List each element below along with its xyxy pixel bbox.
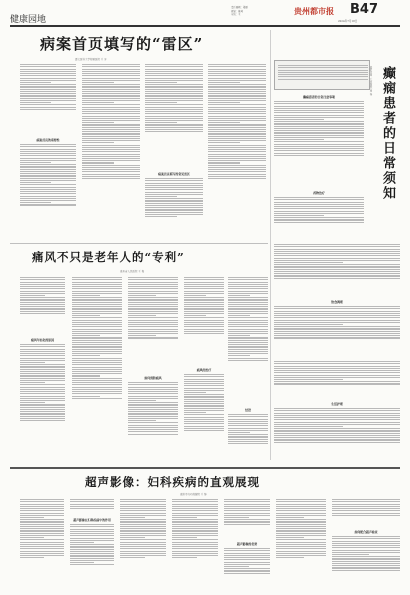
vertical-title: [378, 66, 400, 226]
article-byline: 贵阳市第二人民医院 周 杨: [369, 66, 372, 96]
body-text: [274, 305, 400, 357]
body-text: [145, 63, 203, 171]
body-text: [184, 276, 224, 366]
body-text: [276, 498, 326, 590]
subheading: 生活护理: [331, 402, 343, 406]
body-text: [274, 407, 400, 463]
subheading: 病案首页的重要性: [36, 138, 60, 142]
subheading: 结语: [245, 408, 251, 412]
body-text: [274, 243, 400, 298]
body-text: [128, 381, 178, 463]
header-info: [231, 6, 291, 17]
subheading: 药物治疗: [313, 191, 325, 195]
body-text: [70, 523, 114, 590]
body-text: [82, 63, 140, 241]
body-text: [20, 276, 65, 336]
subheading: 超声影像的优势: [236, 542, 258, 546]
body-text: [20, 63, 76, 135]
body-text: [274, 360, 400, 400]
header-info-line: 审读：王: [231, 13, 241, 17]
body-text: [208, 63, 266, 241]
page-header: [0, 0, 410, 26]
vertical-byline: [368, 66, 376, 186]
body-text: [72, 276, 122, 463]
body-text: [274, 100, 364, 188]
body-text: [228, 276, 268, 406]
header-info-line: 视觉：蒋珂: [231, 9, 243, 13]
subheading: 痛风的治疗: [196, 368, 212, 372]
body-text: [145, 177, 203, 240]
section-title: 健康园地: [10, 15, 47, 25]
body-text: [332, 535, 400, 590]
column-divider: [270, 30, 271, 460]
article-title: 痛风不只是老年人的“专利”: [32, 250, 185, 264]
paper-name: 贵州都市报: [294, 6, 334, 16]
body-text: [228, 413, 268, 463]
body-text: [20, 498, 64, 590]
subheading: 如何预防痛风: [144, 376, 162, 380]
article-byline: 贵州省人民医院 王 梅: [120, 270, 145, 273]
body-text: [172, 498, 218, 590]
article-title: 超声影像：妇科疾病的直观展现: [85, 475, 260, 489]
body-text: [128, 276, 178, 374]
body-text: [224, 498, 270, 540]
body-text: [278, 64, 368, 88]
subheading: 癫痫患者的日常注意事项: [303, 95, 335, 99]
body-text: [332, 498, 400, 528]
article-byline: 贵阳市妇幼保健院 王 静: [180, 493, 207, 496]
intro-box: [274, 60, 370, 90]
page-date: 2024年7月18日: [338, 20, 358, 23]
body-text: [274, 196, 364, 240]
body-text: [20, 343, 65, 463]
subheading: 如何配合超声检查: [354, 530, 378, 534]
subheading: 超声影像在妇科疾病中的作用: [73, 518, 111, 522]
page-number: B47: [350, 2, 378, 17]
body-text: [120, 498, 166, 590]
body-text: [20, 143, 76, 240]
section-divider: [10, 467, 400, 469]
article-byline: 遵义医科大学附属医院 王 芳: [75, 58, 107, 61]
subheading: 痛风年轻化的原因: [30, 338, 55, 342]
header-rule: [10, 25, 400, 27]
article-title: 癫痫患者的日常须知: [380, 66, 395, 201]
article-title: 病案首页填写的“雷区”: [40, 35, 204, 53]
body-text: [184, 373, 224, 463]
subheading: 饮食调理: [331, 300, 343, 304]
body-text: [224, 547, 270, 590]
subheading: 病案首页填写的常见雷区: [158, 172, 190, 176]
section-divider: [10, 243, 268, 244]
body-text: [70, 498, 114, 516]
header-info-line: 责任编辑：姜丽: [231, 6, 248, 9]
